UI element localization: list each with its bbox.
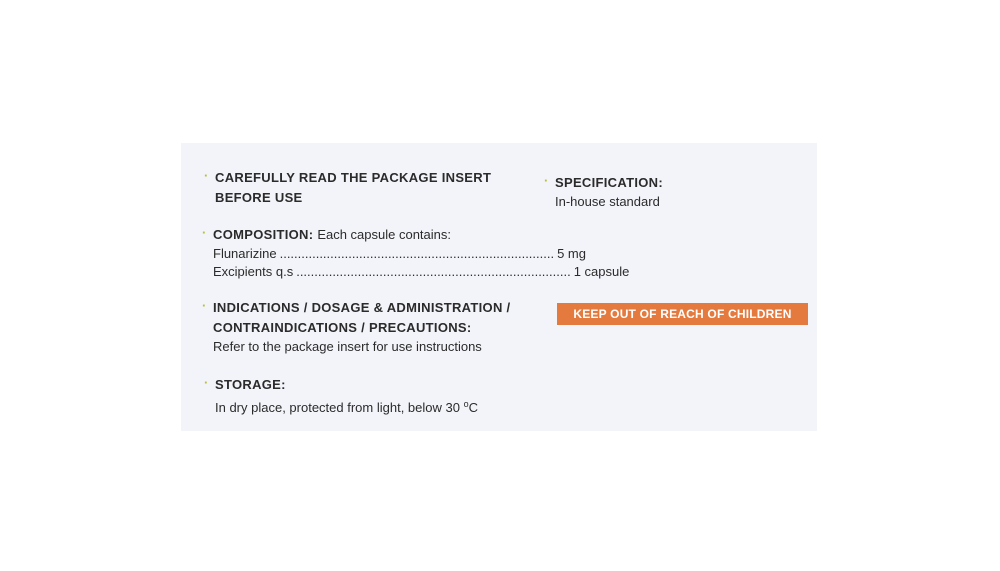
bullet-dot: · [544, 173, 549, 188]
package-back-panel [181, 143, 817, 431]
indications-section [202, 298, 511, 356]
bullet-dot: · [204, 375, 209, 390]
indications-line-1: INDICATIONS / DOSAGE & ADMINISTRATION / [213, 300, 511, 315]
specification-text: In-house standard [555, 194, 660, 209]
composition-title: COMPOSITION: [213, 227, 314, 242]
bullet-dot: · [202, 298, 207, 313]
specification-section [544, 173, 663, 211]
storage-text [215, 395, 478, 417]
indications-text: Refer to the package insert for use instructions [213, 339, 482, 354]
leader-dots: ............................................................................ [279, 246, 555, 261]
keep-out-of-reach-badge: KEEP OUT OF REACH OF CHILDREN [557, 303, 808, 325]
specification-heading: SPECIFICATION: [555, 175, 663, 190]
storage-section [204, 375, 478, 417]
careful-read-section [204, 168, 492, 208]
degree-symbol: o [463, 399, 469, 409]
temperature-unit: C [468, 400, 478, 415]
ingredient-name: Excipients q.s [213, 264, 294, 279]
bullet-dot: · [204, 168, 209, 183]
composition-subtitle: Each capsule contains: [317, 227, 452, 242]
leader-dots: ............................................................................ [296, 264, 571, 279]
ingredient-row [213, 263, 630, 281]
bullet-dot: · [202, 225, 207, 240]
ingredient-amount: 1 capsule [573, 264, 630, 279]
careful-read-line-2: BEFORE USE [215, 190, 303, 205]
storage-condition: In dry place, protected from light, below 30 [215, 400, 460, 415]
composition-section [202, 225, 630, 281]
ingredient-row [213, 245, 586, 263]
ingredient-amount: 5 mg [557, 246, 586, 261]
composition-heading [213, 225, 511, 245]
careful-read-line-1: CAREFULLY READ THE PACKAGE INSERT [215, 170, 492, 185]
ingredient-name: Flunarizine [213, 246, 277, 261]
storage-heading: STORAGE: [215, 377, 286, 392]
indications-line-2: CONTRAINDICATIONS / PRECAUTIONS: [213, 320, 472, 335]
